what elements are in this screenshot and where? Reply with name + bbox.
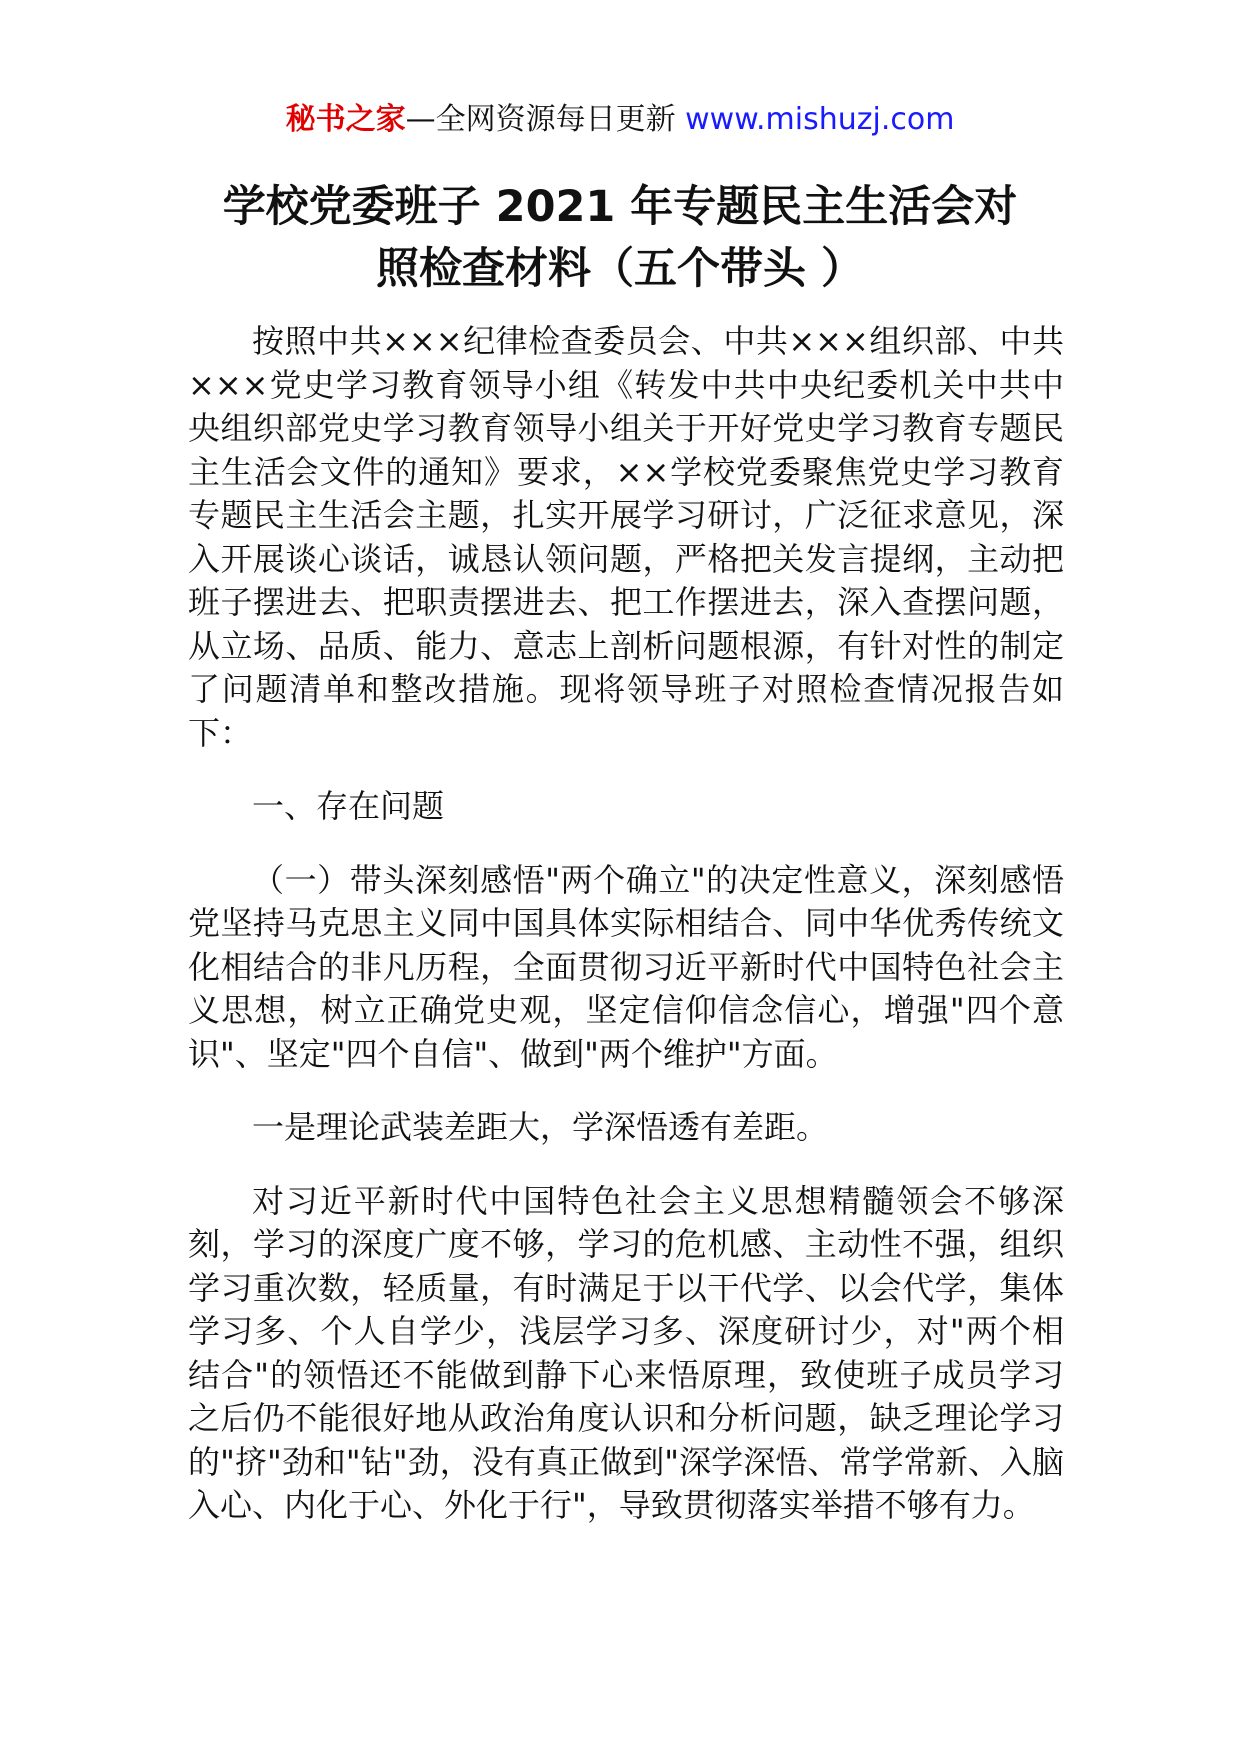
header-tagline: —全网资源每日更新 bbox=[405, 102, 676, 137]
document-title bbox=[160, 176, 1080, 300]
intro-paragraph: 按照中共×××纪律检查委员会、中共×××组织部、中共×××党史学习教育领导小组《转发中共中央纪委机关中共中央组织部党史学习教育领导小组关于开好党史学习教育专题民主生活会文件的通知》要求，××学校党委聚焦党史学习教育专题民主生活会主题，扎实开展学习研讨，广泛征求意见，深入开展谈心谈话，诚恳认领问题，严格把关发言提纲，主动把班子摆进去、把职责摆进去、把工作摆进去，深入查摆问题，从立场、品质、能力、意志上剖析问题根源，有针对性的制定了问题清单和整改措施。现将领导班子对照检查情况报告如下： bbox=[188, 322, 1064, 752]
body-paragraph: 对习近平新时代中国特色社会主义思想精髓领会不够深刻，学习的深度广度不够，学习的危机感、主动性不强，组织学习重次数，轻质量，有时满足于以干代学、以会代学，集体学习多、个人自学少，浅层学习多、深度研讨少，对"两个相结合"的领悟还不能做到静下心来悟原理，致使班子成员学习之后仍不能很好地从政治角度认识和分析问题，缺乏理论学习的"挤"劲和"钻"劲，没有真正做到"深学深悟、常学常新、入脑入心、内化于心、外化于行"，导致贯彻落实举措不够有力。 bbox=[188, 1181, 1064, 1524]
subsection-paragraph: （一）带头深刻感悟"两个确立"的决定性意义，深刻感悟党坚持马克思主义同中国具体实际相结合、同中华优秀传统文化相结合的非凡历程，全面贯彻习近平新时代中国特色社会主义思想，树立正确党史观，坚定信仰信念信心，增强"四个意识"、坚定"四个自信"、做到"两个维护"方面。 bbox=[188, 860, 1064, 1073]
point-heading: 一是理论武装差距大，学深悟透有差距。 bbox=[252, 1108, 829, 1146]
section-heading: 一、存在问题 bbox=[252, 787, 445, 825]
title-line-1: 学校党委班子 2021 年专题民主生活会对 bbox=[222, 182, 1018, 232]
title-line-2: 照检查材料（五个带头 ） bbox=[376, 244, 864, 294]
document-body bbox=[188, 320, 1064, 1528]
brand-name: 秘书之家 bbox=[285, 102, 406, 137]
site-url-link[interactable]: www.mishuzj.com bbox=[685, 102, 955, 137]
site-header bbox=[0, 100, 1240, 140]
